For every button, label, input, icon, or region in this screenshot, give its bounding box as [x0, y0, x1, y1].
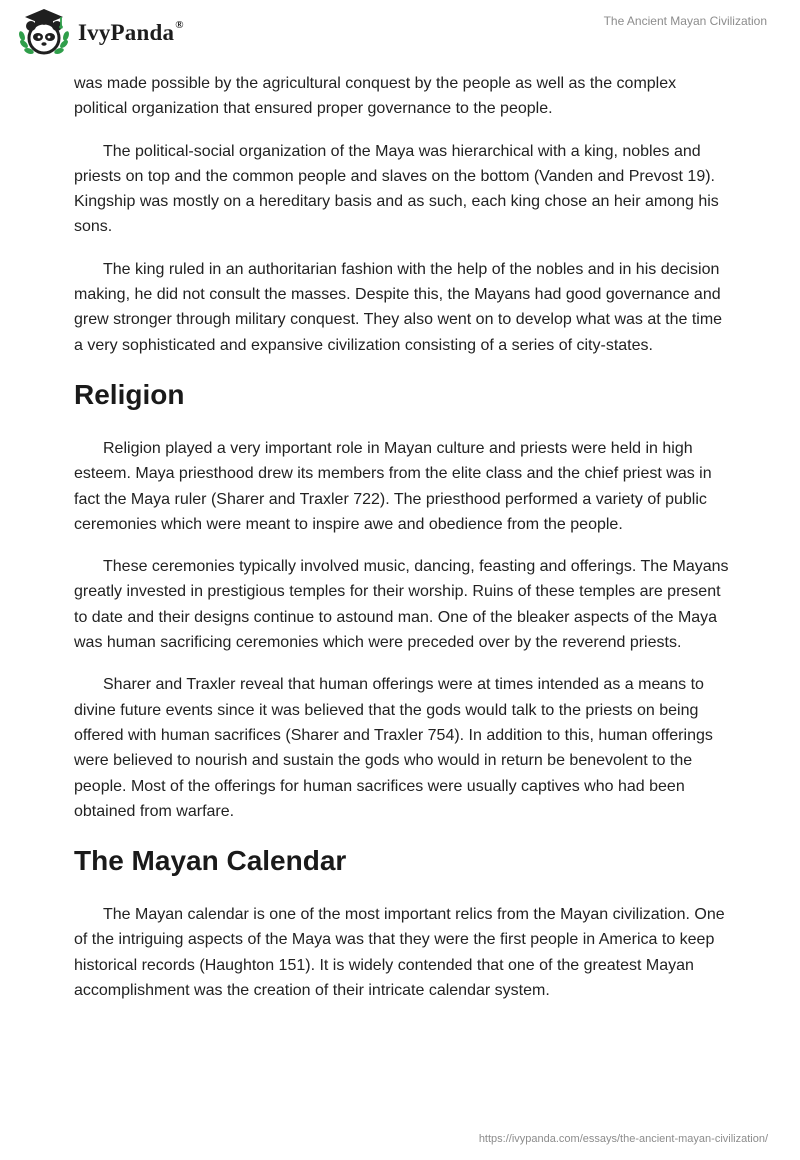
panda-logo-icon[interactable] [14, 6, 74, 58]
page-header [0, 0, 800, 60]
paragraph: The king ruled in an authoritarian fashion with the help of the nobles and in his decision making, he did not consult the masses. Despite this, the Mayans had good governance and grew stronger through military conquest. They also went on to develop what was at the time a very sophisticated and expansive civilization consisting of a series of city-states. [74, 260, 723, 354]
brand-name-text: IvyPanda [78, 20, 175, 45]
source-url[interactable]: https://ivypanda.com/essays/the-ancient-mayan-civilization/ [478, 1133, 768, 1145]
paragraph: Sharer and Traxler reveal that human offerings were at times intended as a means to divine future events since it was believed that the gods would talk to the priests on being offered with human sacrifices (Sharer and Traxler 754). In addition to this, human offerings were believed to nourish and sustain the gods who would in return be benevolent to the people. Most of the offerings for human sacrifices were usually captives who had been obtained from warfare. [74, 676, 713, 820]
paragraph: The Mayan calendar is one of the most important relics from the Mayan civilization. One of the intriguing aspects of the Maya was that they were the first people in America to keep historical records (Haughton 151). It is widely contended that one of the greatest Mayan accomplishment was the creation of their intricate calendar system. [74, 906, 725, 1000]
registered-mark: ® [175, 19, 184, 32]
section-heading-calendar: The Mayan Calendar [74, 845, 347, 877]
paragraph: Religion played a very important role in Mayan culture and priests were held in high esteem. Maya priesthood drew its members from the elite class and the chief priest was in fact the Maya ruler (Sharer and Traxler 722). The priesthood performed a variety of public ceremonies which were meant to inspire awe and obedience from the people. [74, 439, 712, 533]
brand-name[interactable] [78, 20, 184, 46]
section-heading-religion: Religion [74, 378, 185, 410]
paragraph: The political-social organization of the Maya was hierarchical with a king, nobles and priests on top and the common people and slaves on the bottom (Vanden and Prevost 19). Kingship was mostly on a hereditary basis and as such, each king chose an heir among his sons. [74, 142, 719, 236]
document-title: The Ancient Mayan Civilization [603, 14, 767, 28]
essay-content [74, 71, 730, 1020]
paragraph: These ceremonies typically involved music, dancing, feasting and offerings. The Mayans greatly invested in prestigious temples for their worship. Ruins of these temples are present to date and their designs continue to astound man. One of the bleaker aspects of the Maya was human sacrificing ceremonies which were preceded over by the reverend priests. [74, 558, 729, 652]
paragraph: was made possible by the agricultural conquest by the people as well as the complex political organization that ensured proper governance to the people. [74, 75, 677, 118]
